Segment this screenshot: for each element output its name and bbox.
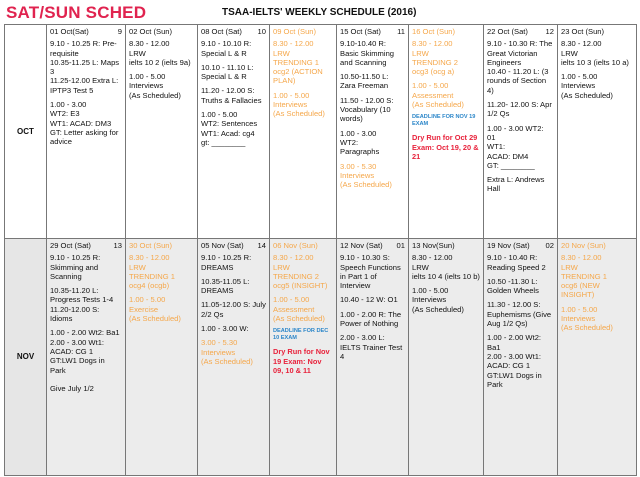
cell-line: 3.00 - 5.30 <box>201 338 238 348</box>
cell-line: 1.00 - 5.00 <box>129 295 166 305</box>
cell-nov-1 <box>47 239 126 476</box>
page-title: TSAA-IELTS' WEEKLY SCHEDULE (2016) <box>222 7 417 18</box>
cell-line: LRW <box>273 262 290 272</box>
cell-line: 1.00 - 2.00 Wt2: Ba1 <box>50 328 120 338</box>
cell-line: 10.10 - 11.10 L: Special L & R <box>201 62 256 82</box>
cell-line: WT1: <box>487 142 506 152</box>
dry-run-note: Dry Run for Oct 29 Exam: Oct 19, 20 & 21 <box>412 133 481 161</box>
week-num: 02 <box>545 241 554 250</box>
week-num: 12 <box>545 27 554 36</box>
cell-date: 20 Nov (Sun) <box>561 241 606 250</box>
cell-line: 2.00 - 3.00 L: IELTS Trainer Test 4 <box>340 333 405 361</box>
cell-line: LRW <box>412 262 429 272</box>
cell-line: ocg4 (ocgb) <box>129 281 170 291</box>
cell-line: (As Scheduled) <box>273 109 325 119</box>
cell-line: 1.00 - 3.00 WT2: 01 <box>487 123 546 142</box>
cell-line: 1.00 - 2.00 R: The Power of Nothing <box>340 309 404 329</box>
cell-date: 15 Oct (Sat) <box>340 27 381 36</box>
cell-line: 10.50 -11.30 L: Golden Wheels <box>487 276 540 296</box>
cell-oct-5 <box>337 25 409 239</box>
cell-date: 06 Nov (Sun) <box>273 241 318 250</box>
cell-line: 1.00 - 5.00 <box>561 304 598 314</box>
cell-line: WT2: <box>340 137 359 147</box>
cell-oct-4 <box>270 25 337 239</box>
cell-line: 10.40 - 12 W: O1 <box>340 295 398 305</box>
month-oct: OCT <box>5 25 47 239</box>
cell-line: 8.30 - 12.00 <box>561 39 602 49</box>
cell-line: Interviews <box>340 170 375 180</box>
cell-line: 1.00 - 3.00 <box>50 100 87 110</box>
cell-line: LRW <box>129 262 146 272</box>
dry-run-note: Dry Run for Nov 19 Exam: Nov 09, 10 & 11 <box>273 347 332 375</box>
cell-line: Interviews <box>201 347 236 357</box>
cell-line: ocg5 (INSIGHT) <box>273 281 328 291</box>
cell-line: 1.00 - 5.00 <box>412 81 449 91</box>
cell-line: 9.10 - 10.25 R: Skimming and Scanning <box>50 253 103 281</box>
cell-line: WT1: ACAD: DM3 <box>50 118 112 128</box>
cell-line: 10.50-11.50 L: Zara Freeman <box>340 72 391 91</box>
cell-line: GT: Letter asking for advice <box>50 127 121 147</box>
cell-line: Extra L: Andrews Hall <box>487 175 547 194</box>
week-num: 14 <box>257 241 266 250</box>
cell-line: LRW <box>273 48 290 58</box>
cell-line: GT:LW1 Dogs in Park <box>487 370 544 389</box>
cell-line: 2.00 - 3.00 Wt1: <box>487 351 542 361</box>
cell-line: GT:LW1 Dogs in Park <box>50 356 107 375</box>
cell-line: LRW <box>412 48 429 58</box>
cell-line: 8.30 - 12.00 <box>273 253 314 263</box>
cell-date: 22 Oct (Sat) <box>487 27 528 36</box>
cell-line: (As Scheduled) <box>561 90 613 100</box>
cell-line: 8.30 - 12.00 <box>561 253 602 263</box>
cell-line: GT: ________ <box>487 160 535 170</box>
cell-line: ielts 10 3 (ielts 10 a) <box>561 57 629 67</box>
cell-date: 01 Oct(Sat) <box>50 27 89 36</box>
cell-line: Interviews <box>273 100 308 110</box>
cell-line: 9.10 - 10.25 R: Pre-requisite <box>50 39 117 58</box>
cell-line: 1.00 - 3.00 W: <box>201 324 249 334</box>
cell-line: (As Scheduled) <box>129 314 181 324</box>
cell-line: 10.40 - 11.20 L: (3 rounds of Section 4) <box>487 67 551 95</box>
week-num: 13 <box>113 241 122 250</box>
cell-line: (As Scheduled) <box>412 100 464 110</box>
cell-nov-2 <box>126 239 198 476</box>
cell-line: 9.10 - 10.30 R: The Great Victorian Engineers <box>487 39 555 67</box>
cell-line: 9.10 - 10.30 S: Speech Functions in Part 1 of Interview <box>340 253 403 291</box>
cell-line: 10.35-11.20 L: Progress Tests 1-4 <box>50 286 114 305</box>
cell-line: ACAD: CG 1 <box>487 361 531 371</box>
cell-line: (As Scheduled) <box>201 356 253 366</box>
cell-line: 11.50 - 12.00 S: Vocabulary (10 words) <box>340 95 396 124</box>
cell-line: 1.00 - 5.00 <box>412 286 449 296</box>
cell-line: 11.20- 12.00 S: Apr 1/2 Qs <box>487 100 554 119</box>
cell-line: TRENDING 1 <box>561 271 607 281</box>
cell-line: ielts 10 2 (ielts 9a) <box>129 57 191 67</box>
cell-line: 9.10 - 10.10 R: Special L & R <box>201 39 254 58</box>
cell-line: 1.00 - 2.00 Wt2: Ba1 <box>487 333 544 352</box>
cell-line: ocg6 (NEW INSIGHT) <box>561 281 602 300</box>
cell-line: 10.35-11.25 L: Maps 3 <box>50 57 122 77</box>
cell-date: 29 Oct (Sat) <box>50 241 91 250</box>
cell-nov-8 <box>558 239 637 476</box>
cell-line: (As Scheduled) <box>561 323 613 333</box>
deadline-note: DEADLINE FOR NOV 19 EXAM <box>412 114 477 128</box>
cell-line: 8.30 - 12.00 <box>129 39 170 49</box>
cell-line: Assessment <box>273 304 315 314</box>
cell-line: Interviews <box>561 314 596 324</box>
cell-line: 1.00 - 3.00 <box>340 128 377 138</box>
cell-oct-3 <box>198 25 270 239</box>
cell-date: 30 Oct (Sun) <box>129 241 173 250</box>
cell-line: ACAD: DM4 <box>487 151 529 161</box>
week-num: 10 <box>257 27 266 36</box>
week-num: 11 <box>397 27 405 36</box>
cell-line: WT2: E3 <box>50 109 80 119</box>
cell-line: Interviews <box>129 81 164 91</box>
cell-line: 9.10 - 10.25 R: DREAMS <box>201 253 254 272</box>
cell-line: (As Scheduled) <box>129 90 181 100</box>
cell-line: ocg2 (ACTION PLAN) <box>273 67 325 86</box>
cell-line: TRENDING 1 <box>273 57 319 67</box>
cell-oct-7 <box>484 25 558 239</box>
cell-line: 11.05-12.00 S: July 2/2 Qs <box>201 300 268 319</box>
cell-line: 2.00 - 3.00 Wt1: <box>50 337 105 347</box>
cell-oct-1 <box>47 25 126 239</box>
cell-line: 1.00 - 5.00 <box>201 110 238 120</box>
cell-line: Assessment <box>412 90 454 100</box>
cell-line: (As Scheduled) <box>412 304 464 314</box>
cell-line: ocg3 (ocg a) <box>412 67 455 77</box>
cell-line: WT1: Acad: cg4 <box>201 128 255 138</box>
cell-nov-3 <box>198 239 270 476</box>
cell-line: 8.30 - 12.00 <box>412 39 453 49</box>
cell-line: Interviews <box>412 295 447 305</box>
cell-line: 1.00 - 5.00 <box>561 72 598 82</box>
cell-line: 11.30 - 12.00 S: Euphemisms (Give Aug 1/2 Qs) <box>487 300 553 329</box>
cell-nov-6 <box>409 239 484 476</box>
cell-line: (As Scheduled) <box>340 180 392 190</box>
cell-oct-2 <box>126 25 198 239</box>
schedule-table <box>4 24 637 476</box>
cell-line: TRENDING 2 <box>412 57 458 67</box>
week-num: 9 <box>117 27 122 36</box>
cell-line: 8.30 - 12.00 <box>412 253 453 263</box>
cell-date: 13 Nov(Sun) <box>412 241 455 250</box>
cell-nov-4 <box>270 239 337 476</box>
cell-date: 02 Oct (Sun) <box>129 27 173 36</box>
cell-nov-7 <box>484 239 558 476</box>
month-nov: NOV <box>5 239 47 476</box>
cell-nov-5 <box>337 239 409 476</box>
cell-line: Exercise <box>129 304 159 314</box>
cell-line: ielts 10 4 (ielts 10 b) <box>412 271 480 281</box>
cell-oct-8 <box>558 25 637 239</box>
cell-line: 9.10-10.40 R: Basic Skimming and Scanning <box>340 39 397 67</box>
cell-line: 11.20-12.00 S: Idioms <box>50 304 102 324</box>
cell-line: LRW <box>561 262 578 272</box>
cell-line: 11.20 - 12.00 S: Truths & Fallacies <box>201 86 262 105</box>
cell-line: Paragraphs <box>340 147 380 157</box>
cell-line: ACAD: CG 1 <box>50 346 94 356</box>
cell-date: 16 Oct (Sun) <box>412 27 456 36</box>
cell-line: Interviews <box>561 81 596 91</box>
cell-line: LRW <box>561 48 578 58</box>
cell-line: 8.30 - 12.00 <box>273 39 314 49</box>
cell-date: 19 Nov (Sat) <box>487 241 530 250</box>
header <box>0 0 640 24</box>
cell-line: Give July 1/2 <box>50 383 94 393</box>
row-oct <box>5 25 637 239</box>
cell-line: 9.10 - 10.40 R: Reading Speed 2 <box>487 253 546 272</box>
row-nov <box>5 239 637 476</box>
cell-line: 1.00 - 5.00 <box>129 72 166 82</box>
cell-line: 11.25-12.00 Extra L: IPTP3 Test 5 <box>50 76 121 95</box>
cell-line: 8.30 - 12.00 <box>129 253 170 263</box>
cell-line: 3.00 - 5.30 <box>340 161 377 171</box>
cell-oct-6 <box>409 25 484 239</box>
cell-line: TRENDING 2 <box>273 271 319 281</box>
week-num: 01 <box>396 241 405 250</box>
deadline-note: DEADLINE FOR DEC 10 EXAM <box>273 328 330 342</box>
cell-date: 09 Oct (Sun) <box>273 27 317 36</box>
cell-line: (As Scheduled) <box>273 314 325 324</box>
cell-line: 1.00 - 5.00 <box>273 90 310 100</box>
cell-line: LRW <box>129 48 146 58</box>
cell-date: 23 Oct (Sun) <box>561 27 605 36</box>
cell-date: 08 Oct (Sat) <box>201 27 242 36</box>
cell-date: 12 Nov (Sat) <box>340 241 383 250</box>
cell-line: gt: ________ <box>201 137 246 147</box>
cell-line: 1.00 - 5.00 <box>273 295 310 305</box>
sched-logo: SAT/SUN SCHED <box>6 3 147 22</box>
cell-date: 05 Nov (Sat) <box>201 241 244 250</box>
cell-line: 10.35-11.05 L: DREAMS <box>201 276 252 296</box>
cell-line: TRENDING 1 <box>129 271 175 281</box>
cell-line: WT2: Sentences <box>201 119 258 129</box>
